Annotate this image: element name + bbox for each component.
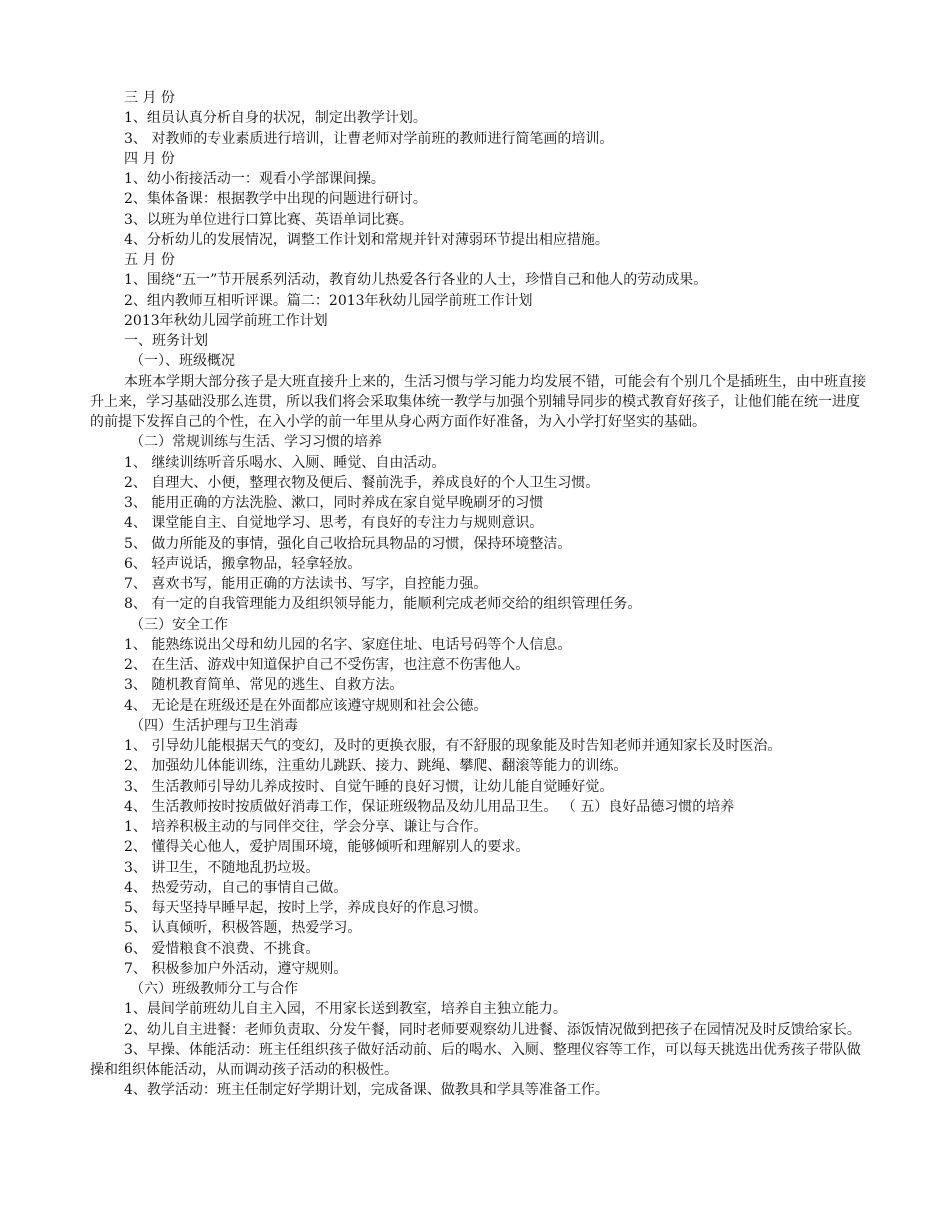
paragraph: 2、幼儿自主进餐：老师负责取、分发午餐，同时老师要观察幼儿进餐、添饭情况做到把孩子在园情况及时反馈给家长。 xyxy=(124,1021,861,1038)
text-line: 3、以班为单位进行口算比赛、英语单词比赛。 xyxy=(124,211,413,228)
text-line: 2、组内教师互相听评课。篇二：2013年秋幼儿园学前班工作计划 xyxy=(124,292,533,309)
text-line: 1、 能熟练说出父母和幼儿园的名字、家庭住址、电话号码等个人信息。 xyxy=(124,636,572,653)
text-line: 1、 培养积极主动的与同伴交往，学会分享、谦让与合作。 xyxy=(124,819,488,835)
text-line: 5、 每天坚持早睡早起，按时上学，养成良好的作息习惯。 xyxy=(124,900,488,916)
text-line: 7、 积极参加户外活动，遵守规则。 xyxy=(124,960,348,977)
text-line: 6、 轻声说话，搬拿物品，轻拿轻放。 xyxy=(124,555,362,572)
text-line: 2、 加强幼儿体能训练，注重幼儿跳跃、接力、跳绳、攀爬、翻滚等能力的训练。 xyxy=(124,758,628,775)
text-line: 5、 做力所能及的事情，强化自己收拾玩具物品的习惯，保持环境整洁。 xyxy=(124,535,572,552)
text-line: 3、 能用正确的方法洗脸、漱口，同时养成在家自觉早晚刷牙的习惯 xyxy=(124,495,544,511)
text-line: 2、 在生活、游戏中知道保护自己不受伤害，也注意不伤害他人。 xyxy=(124,657,530,673)
text-line: 3、 对教师的专业素质进行培训，让曹老师对学前班的教师进行简笔画的培训。 xyxy=(124,130,614,147)
text-line: 一、班务计划 xyxy=(124,333,208,349)
text-line: （三）安全工作 xyxy=(130,616,228,633)
document-body xyxy=(90,88,870,1101)
paragraph: 3、早操、体能活动：班主任组织孩子做好活动前、后的喝水、入厕、整理仪容等工作，可以每天挑选出优秀孩子带队做操和组织体能活动，从而调动孩子活动的积极性。 xyxy=(90,1041,861,1078)
text-line: 三 月 份 xyxy=(124,90,175,106)
text-line: 2、 懂得关心他人，爱护周围环境，能够倾听和理解别人的要求。 xyxy=(124,839,530,856)
text-line: 8、 有一定的自我管理能力及组织领导能力，能顺利完成老师交给的组织管理任务。 xyxy=(124,596,642,613)
text-line: 1、幼小衔接活动一：观看小学部课间操。 xyxy=(124,171,385,187)
text-line: （二）常规训练与生活、学习习惯的培养 xyxy=(130,434,382,451)
text-line: 1、晨间学前班幼儿自主入园，不用家长送到教室，培养自主独立能力。 xyxy=(124,1001,567,1018)
text-line: 5、 认真倾听，积极答题，热爱学习。 xyxy=(124,920,362,937)
text-line: 1、 引导幼儿能根据天气的变幻，及时的更换衣服，有不舒服的现象能及时告知老师并通知家长及时医治。 xyxy=(124,738,782,754)
text-line: 2、 自理大、小便，整理衣物及便后、餐前洗手，养成良好的个人卫生习惯。 xyxy=(124,474,600,491)
text-line: 6、 爱惜粮食不浪费、不挑食。 xyxy=(124,940,320,957)
text-line: 1、 继续训练听音乐喝水、入厕、睡觉、自由活动。 xyxy=(124,454,446,471)
text-line: 3、 讲卫生，不随地乱扔垃圾。 xyxy=(124,859,320,876)
text-line: 1、围绕“五一”节开展系列活动，教育幼儿热爱各行各业的人士，珍惜自己和他人的劳动成果。 xyxy=(124,272,708,289)
text-line: 1、组员认真分析自身的状况，制定出教学计划。 xyxy=(124,110,427,127)
text-line: （六）班级教师分工与合作 xyxy=(130,981,298,997)
text-line: 四 月 份 xyxy=(124,150,175,167)
text-line: 3、 生活教师引导幼儿养成按时、自觉午睡的良好习惯，让幼儿能自觉睡好觉。 xyxy=(124,778,614,795)
text-line: 4、 生活教师按时按质做好消毒工作，保证班级物品及幼儿用品卫生。 （ 五）良好品德习惯的培养 xyxy=(124,798,735,815)
text-line: 4、教学活动：班主任制定好学期计划，完成备课、做教具和学具等准备工作。 xyxy=(124,1082,609,1099)
text-line: 五 月 份 xyxy=(124,252,175,268)
text-line: 3、 随机教育简单、常见的逃生、自救方法。 xyxy=(124,677,404,694)
text-line: 4、 课堂能自主、自觉地学习、思考，有良好的专注力与规则意识。 xyxy=(124,515,544,532)
text-line: 7、 喜欢书写，能用正确的方法读书、写字，自控能力强。 xyxy=(124,576,488,592)
text-line: 4、 热爱劳动，自己的事情自己做。 xyxy=(124,879,348,896)
text-line: （一）、班级概况 xyxy=(130,353,235,370)
text-line: （四）生活护理与卫生消毒 xyxy=(130,717,298,734)
text-line: 2、集体备课：根据教学中出现的问题进行研讨。 xyxy=(124,191,427,208)
paragraph: 本班本学期大部分孩子是大班直接升上来的，生活习惯与学习能力均发展不错，可能会有个别几个是插班生，由中班直接升上来，学习基础没那么连贯，所以我们将会采取集体统一教学与加强个别辅导同步的模式教育好孩子，让他们能在统一进度的前提下发挥自己的个性，在入小学的前一年里从身心两方面作好准备，为入小学打好坚实的基础。 xyxy=(90,373,866,430)
text-line: 2013年秋幼儿园学前班工作计划 xyxy=(124,312,328,329)
text-line: 4、 无论是在班级还是在外面都应该遵守规则和社会公德。 xyxy=(124,697,488,714)
text-line: 4、分析幼儿的发展情况，调整工作计划和常规并针对薄弱环节提出相应措施。 xyxy=(124,231,609,248)
